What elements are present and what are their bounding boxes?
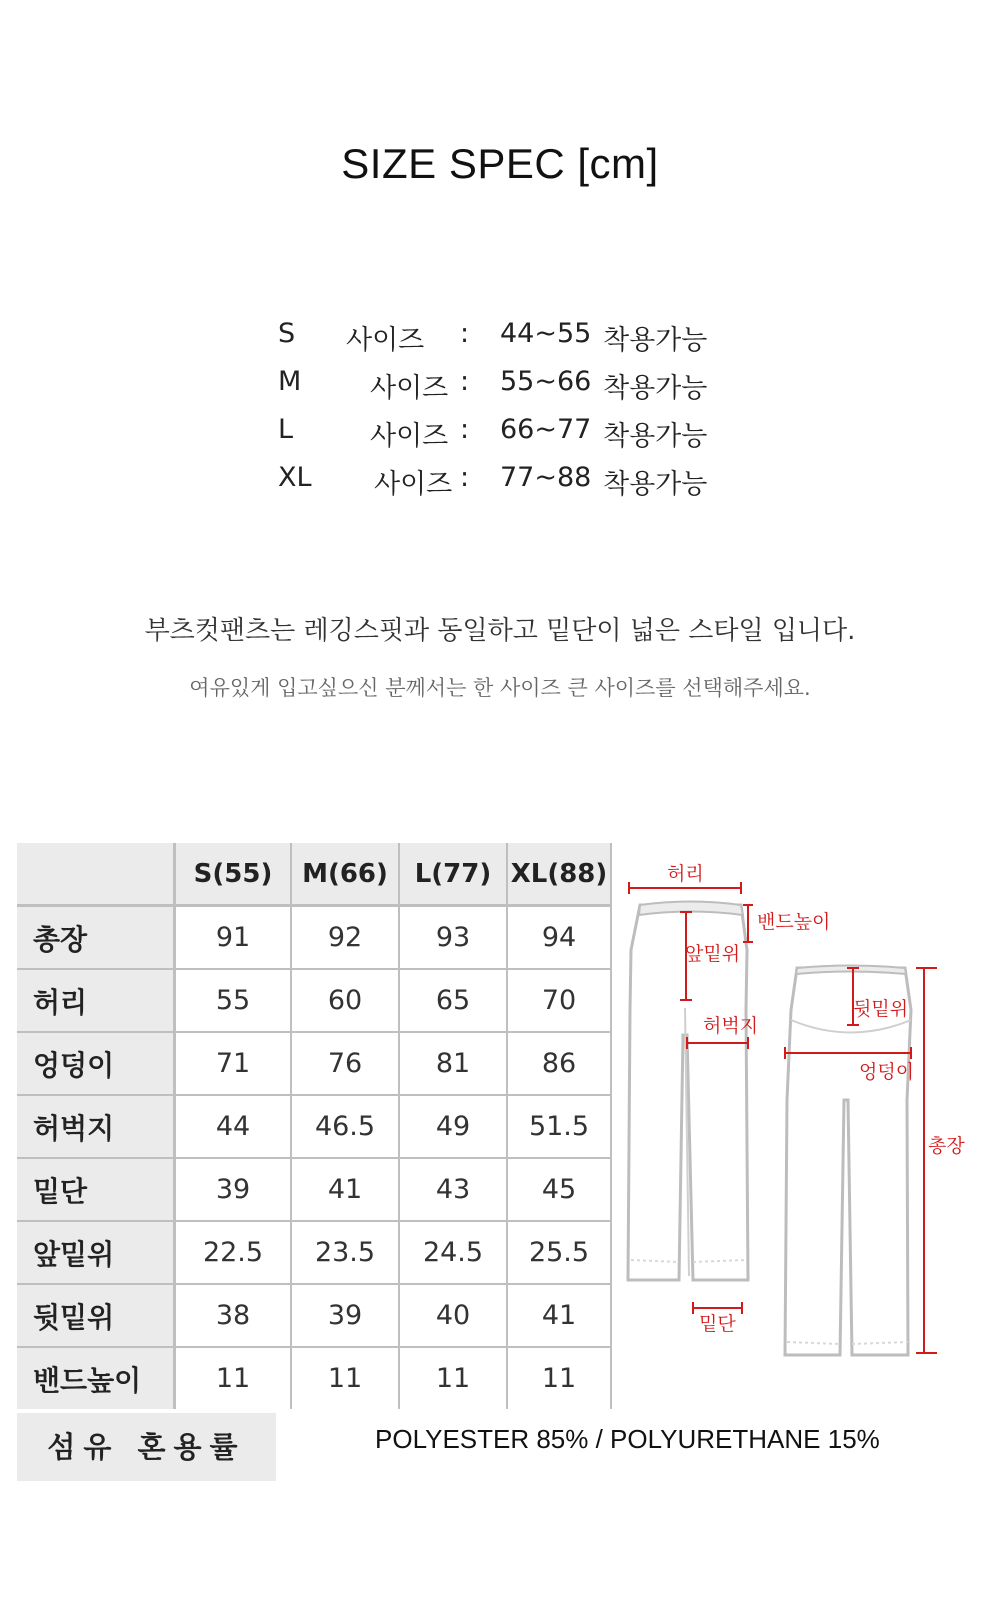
table-cell: 40: [399, 1284, 507, 1347]
fit-label: 사이즈: [346, 325, 425, 356]
label-front-rise: 앞밑위: [685, 943, 741, 965]
fit-note: 착용가능: [603, 373, 708, 404]
column-header: L(77): [399, 843, 507, 906]
fit-colon: :: [460, 462, 470, 493]
row-header-label: 앞밑위: [33, 1237, 115, 1271]
table-cell: 49: [399, 1095, 507, 1158]
fit-size: M: [278, 366, 302, 397]
table-cell: 81: [399, 1032, 507, 1095]
table-cell: 65: [399, 969, 507, 1032]
label-hip: 엉덩이: [859, 1061, 915, 1083]
fit-advice: 여유있게 입고싶으신 분께서는 한 사이즈 큰 사이즈를 선택해주세요.: [189, 676, 811, 700]
table-row: [17, 1221, 611, 1284]
fit-range: 66~77: [500, 414, 592, 445]
table-cell: 55: [175, 969, 292, 1032]
label-band-height: 밴드높이: [757, 911, 831, 933]
table-cell: 92: [291, 906, 399, 970]
table-row: [17, 969, 611, 1032]
fit-guide: [278, 318, 738, 510]
table-cell: 60: [291, 969, 399, 1032]
row-header-label: 밴드높이: [33, 1363, 142, 1397]
table-cell: 70: [507, 969, 611, 1032]
size-table: [17, 843, 612, 1409]
fit-label: 사이즈: [370, 421, 449, 452]
fit-label: 사이즈: [370, 373, 449, 404]
row-header-label: 허벅지: [33, 1111, 115, 1145]
label-back-rise: 뒷밑위: [853, 998, 909, 1020]
table-cell: 24.5: [399, 1221, 507, 1284]
row-header: [17, 1284, 175, 1347]
table-cell: 45: [507, 1158, 611, 1221]
table-cell: 25.5: [507, 1221, 611, 1284]
fit-row-l: [278, 414, 738, 462]
fit-note: 착용가능: [603, 469, 708, 500]
table-cell: 11: [291, 1347, 399, 1409]
fit-colon: :: [460, 318, 470, 349]
fit-range: 44~55: [500, 318, 592, 349]
row-header-label: 허리: [33, 985, 88, 1019]
table-row: [17, 1284, 611, 1347]
fiber-composition-value: POLYESTER 85% / POLYURETHANE 15%: [375, 1424, 880, 1454]
row-header: [17, 1158, 175, 1221]
page-title: SIZE SPEC [cm]: [341, 140, 659, 187]
row-header: [17, 1221, 175, 1284]
label-hem: 밑단: [699, 1313, 736, 1335]
label-thigh: 허벅지: [703, 1015, 759, 1037]
table-cell: 39: [291, 1284, 399, 1347]
table-cell: 44: [175, 1095, 292, 1158]
table-header-row: [17, 843, 611, 906]
fit-colon: :: [460, 366, 470, 397]
table-cell: 41: [291, 1158, 399, 1221]
fit-row-m: [278, 366, 738, 414]
fit-note: 착용가능: [603, 421, 708, 452]
table-row: [17, 1347, 611, 1409]
row-header: [17, 1032, 175, 1095]
row-header: [17, 969, 175, 1032]
table-row: [17, 1158, 611, 1221]
row-header-label: 엉덩이: [33, 1048, 115, 1082]
fit-label: 사이즈: [374, 469, 453, 500]
table-cell: 22.5: [175, 1221, 292, 1284]
column-header: S(55): [175, 843, 292, 906]
table-cell: 93: [399, 906, 507, 970]
pants-diagram: [615, 860, 995, 1400]
row-header: [17, 1347, 175, 1409]
fit-colon: :: [460, 414, 470, 445]
label-waist: 허리: [667, 863, 704, 885]
table-cell: 38: [175, 1284, 292, 1347]
table-cell: 11: [175, 1347, 292, 1409]
table-cell: 11: [399, 1347, 507, 1409]
table-row: [17, 1095, 611, 1158]
row-header-label: 뒷밑위: [33, 1300, 115, 1334]
table-corner: [17, 843, 175, 906]
table-cell: 39: [175, 1158, 292, 1221]
row-header: [17, 1095, 175, 1158]
table-row: [17, 1032, 611, 1095]
fit-range: 77~88: [500, 462, 592, 493]
column-header: M(66): [291, 843, 399, 906]
table-cell: 11: [507, 1347, 611, 1409]
table-cell: 86: [507, 1032, 611, 1095]
fit-row-xl: [278, 462, 738, 510]
fit-range: 55~66: [500, 366, 592, 397]
fit-size: S: [278, 318, 296, 349]
table-cell: 41: [507, 1284, 611, 1347]
back-pants-illustration: [785, 966, 911, 1356]
fit-description: 부츠컷팬츠는 레깅스핏과 동일하고 밑단이 넓은 스타일 입니다.: [144, 616, 856, 646]
table-cell: 71: [175, 1032, 292, 1095]
table-row: [17, 906, 611, 970]
fit-note: 착용가능: [603, 325, 708, 356]
table-cell: 43: [399, 1158, 507, 1221]
table-cell: 76: [291, 1032, 399, 1095]
fit-row-s: [278, 318, 738, 366]
row-header-label: 밑단: [33, 1174, 88, 1208]
column-header: XL(88): [507, 843, 611, 906]
table-cell: 51.5: [507, 1095, 611, 1158]
table-cell: 46.5: [291, 1095, 399, 1158]
row-header-label: 총장: [33, 922, 88, 956]
table-cell: 94: [507, 906, 611, 970]
fit-size: L: [278, 414, 294, 445]
label-total-length: 총장: [928, 1135, 965, 1157]
table-cell: 23.5: [291, 1221, 399, 1284]
row-header: [17, 906, 175, 970]
fit-size: XL: [278, 462, 312, 493]
fiber-composition-label: 섬유 혼용률: [17, 1413, 276, 1481]
table-cell: 91: [175, 906, 292, 970]
